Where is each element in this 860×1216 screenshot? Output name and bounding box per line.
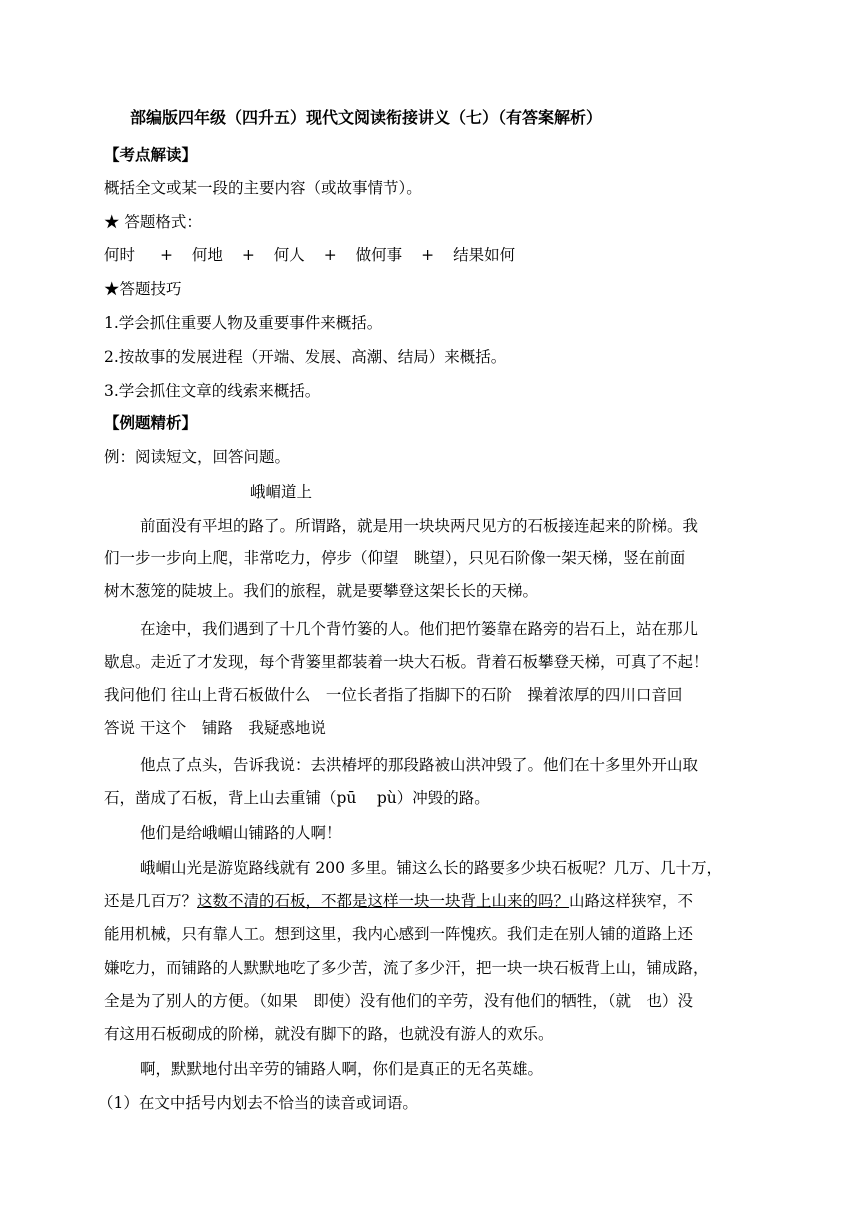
passage-text: 还是几百万？	[104, 892, 198, 910]
tips-label: ★答题技巧	[104, 280, 182, 298]
passage-line: 嫌吃力，而铺路的人默默地吃了多少苦，流了多少汗，把一块一块石板背上山，铺成路，	[104, 959, 709, 977]
answer-format-row	[104, 244, 764, 266]
section-heading-analysis: 【考点解读】	[104, 146, 198, 164]
format-item: 何地	[191, 246, 223, 264]
format-plus: +	[241, 246, 255, 264]
format-item: 结果如何	[453, 246, 516, 264]
passage-line: 峨嵋山光是游览路线就有 200 多里。铺这么长的路要多少块石板呢？几万、几十万，	[140, 859, 722, 877]
document-title: 部编版四年级（四升五）现代文阅读衔接讲义（七）（有答案解析）	[130, 108, 603, 127]
passage-text: 山路这样狭窄，不	[569, 892, 694, 910]
passage-line	[104, 890, 764, 912]
passage-line: 有这用石板砌成的阶梯，就没有脚下的路，也就没有游人的欢乐。	[104, 1025, 554, 1043]
passage-line: 他点了点头，告诉我说：去洪椿坪的那段路被山洪冲毁了。他们在十多里外开山取	[140, 756, 699, 774]
passage-line: 歇息。走近了才发现，每个背篓里都装着一块大石板。背着石板攀登天梯，可真了不起！	[104, 653, 709, 671]
passage-title: 峨嵋道上	[250, 483, 313, 501]
passage-line: 在途中，我们遇到了十几个背竹篓的人。他们把竹篓靠在路旁的岩石上，站在那儿	[140, 620, 699, 638]
passage-line: 树木葱笼的陡坡上。我们的旅程，就是要攀登这架长长的天梯。	[104, 582, 539, 600]
passage-line: 答说 干这个 铺路 我疑惑地说	[104, 719, 326, 737]
passage-line: 能用机械，只有靠人工。想到这里，我内心感到一阵愧疚。我们走在别人铺的道路上还	[104, 925, 694, 943]
passage-line: 他们是给峨嵋山铺路的人啊！	[140, 824, 342, 842]
tip-item: 1.学会抓住重要人物及重要事件来概括。	[104, 314, 383, 332]
answer-format-label: ★ 答题格式：	[104, 213, 202, 231]
question-1: （1）在文中括号内划去不恰当的读音或词语。	[98, 1094, 418, 1112]
underlined-sentence: 这数不清的石板，不都是这样一块一块背上山来的吗？	[197, 892, 570, 910]
passage-line: 我问他们 往山上背石板做什么 一位长者指了指脚下的石阶 操着浓厚的四川口音回	[104, 686, 683, 704]
passage-line: 全是为了别人的方便。（如果 即使）没有他们的辛劳，没有他们的牺牲，（就 也）没	[104, 992, 694, 1010]
tip-item: 3.学会抓住文章的线索来概括。	[104, 382, 321, 400]
section-heading-examples: 【例题精析】	[104, 414, 198, 432]
format-plus: +	[323, 246, 337, 264]
format-plus: +	[159, 246, 173, 264]
tip-item: 2.按故事的发展进程（开端、发展、高潮、结局）来概括。	[104, 348, 507, 366]
passage-line: 石，凿成了石板，背上山去重铺（pū pù）冲毁的路。	[104, 789, 490, 807]
format-item: 何时	[104, 246, 136, 264]
format-item: 何人	[273, 246, 305, 264]
passage-line: 前面没有平坦的路了。所谓路，就是用一块块两尺见方的石板接连起来的阶梯。我	[140, 517, 699, 535]
analysis-intro: 概括全文或某一段的主要内容（或故事情节）。	[104, 179, 422, 197]
example-intro: 例：阅读短文，回答问题。	[104, 448, 291, 466]
passage-line: 啊，默默地付出辛劳的铺路人啊，你们是真正的无名英雄。	[140, 1060, 544, 1078]
format-item: 做何事	[355, 246, 403, 264]
format-plus: +	[421, 246, 435, 264]
passage-line: 们一步一步向上爬，非常吃力，停步（仰望 眺望），只见石阶像一架天梯，竖在前面	[104, 549, 686, 567]
